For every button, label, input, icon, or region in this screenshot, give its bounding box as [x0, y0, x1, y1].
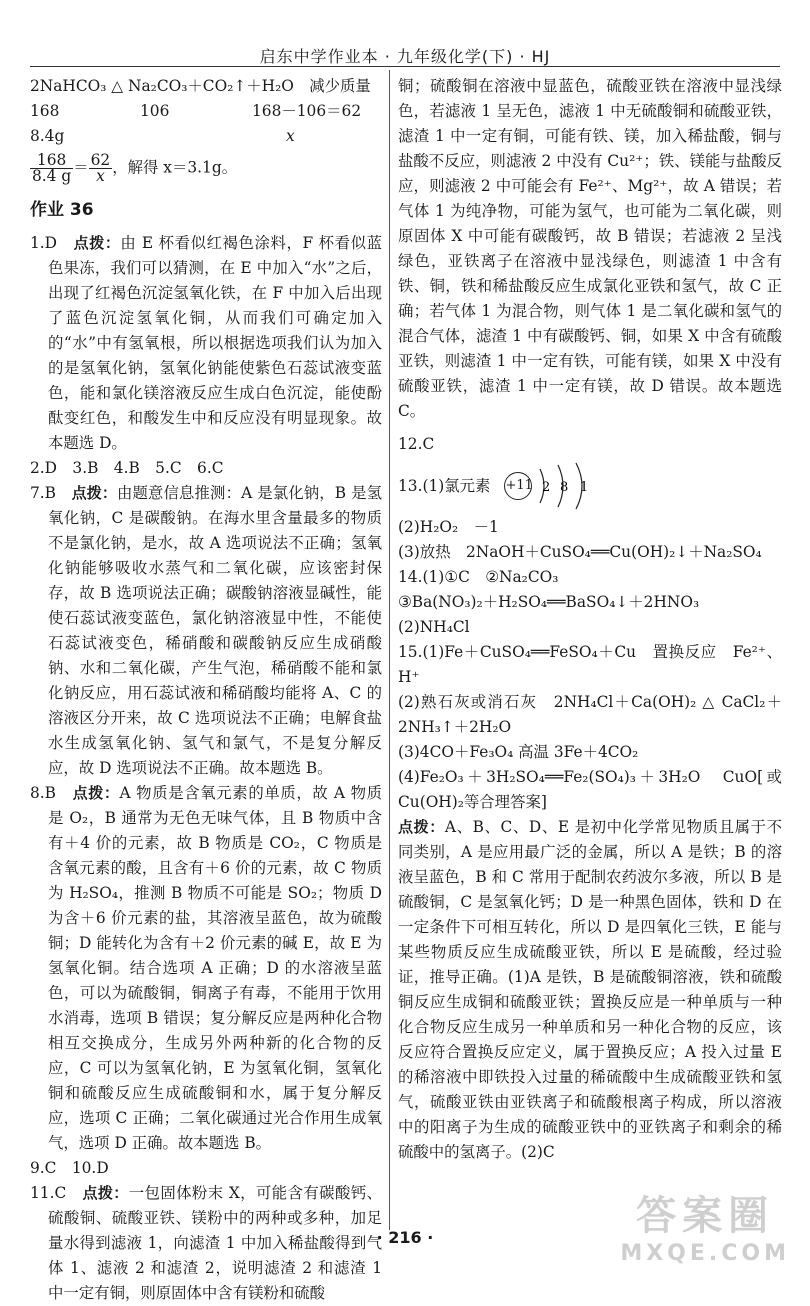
answer-8: 8.B 点拨：A 物质是含氧元素的单质，故 A 物质是 O₂，B 通常为无色无味气体，且 B 物质中含有＋4 价的元素，故 B 物质是 CO₂，C 物质是含氧元素的酸，且含有＋6 价的元素，故 C 物质为 H₂SO₄，推测 B 物质不可能是 SO₂；物质 D 为含＋6 价元素的盐，其溶液呈蓝色，故为硫酸铜；D 能转化为含有＋2 价元素的碱 E，故 E 为氢氧化铜。结合选项 A 正确；D 的水溶液呈蓝色，可以为硫酸铜，铜离子有毒，不能用于饮用水消毒，选项 B 错误；复分解反应是两种化合物相互交换成分，生成另外两种新的化合物的反应，C 可以为氢氧化钠，E 为氢氧化铜，氢氧化铜和硫酸反应生成硫酸铜和水，属于复分解反应，选项 C 正确；二氧化碳通过光合作用生成氧气，选项 D 正确。故本题选 B。 — [30, 784, 382, 1152]
answer-7: 7.B 点拨：由题意信息推测：A 是氯化钠，B 是氢氧化钠，C 是碳酸钠。在海水里含量最多的物质不是氯化钠，是水，故 A 选项说法不正确；氢氧化钠能够吸收水蒸气和二氧化碳，应该密封保存，故 B 选项说法正确；碳酸钠溶液显碱性，能使石蕊试液变蓝色，氯化钠溶液显中性，不能使石蕊试液变色，稀硝酸和碳酸钠反应生成硝酸钠、水和二氧化碳，产生气泡，稀硝酸不能和氯化钠反应，用石蕊试液和稀硝酸均能将 A、C 的溶液区分开来，故 C 选项说法不正确；电解食盐水生成氢氧化钠、氢气和氯气，不是复分解反应，故 D 选项说法不正确。故本题选 B。 — [30, 484, 382, 777]
shell-count-2: 8 — [560, 480, 569, 495]
answer-11: 11.C 点拨：一包固体粉末 X，可能含有碳酸钙、硫酸铜、硫酸亚铁、镁粉中的两种或多种，加足量水得到滤液 1，向滤渣 1 中加入稀盐酸得到气体 1、滤液 2 和滤渣 2，说明滤渣 2 和滤渣 1 中一定有铜，则原固体中含有镁粉和硫酸 — [30, 1184, 382, 1302]
answer-2-6: 2.D 3.B 4.B 5.C 6.C — [30, 459, 224, 477]
section-title: 作业 36 — [30, 200, 94, 220]
fraction-right: $\frac{62}{x}$ — [90, 151, 111, 185]
header-rule — [30, 66, 780, 67]
answer-11-continued: 铜；硫酸铜在溶液中显蓝色，硫酸亚铁在溶液中显浅绿色，若滤液 1 呈无色，滤液 1 中无硫酸铜和硫酸亚铁，滤渣 1 中一定有铜，可能有铁、镁，加入稀盐酸，铜与盐酸不反应，则滤液 2 中没有 Cu²⁺；铁、镁能与盐酸反应，则滤液 2 中可能会有 Fe²⁺、Mg²⁺，故 A 错误；若气体 1 为纯净物，可能为氢气，也可能为二氧化碳，则原固体 X 中可能有碳酸钙，故 B 错误；若滤液 2 呈浅绿色，亚铁离子在溶液中显浅绿色，则滤渣 1 中含有铁、铜，铁和稀盐酸反应生成氯化亚铁和氢气，故 C 正确；若气体 1 为混合物，则气体 1 是二氧化碳和氢气的混合气体，滤渣 1 中有碳酸钙、铜，如果 X 中含有硫酸亚铁，则滤渣 1 中一定有铁，可能有镁，如果 X 中没有硫酸亚铁，滤渣 1 中一定有镁，故 D 错误。故本题选 C。 — [398, 77, 782, 420]
answer-13-3: (3)放热 2NaOH＋CuSO₄══Cu(OH)₂↓＋Na₂SO₄ — [398, 543, 762, 561]
answer-13-atom-diagram: 13.(1)氯元素 +11 2 8 1 — [398, 461, 782, 511]
answer-9-10: 9.C 10.D — [30, 1159, 109, 1177]
calc-row-1: 168 106 168－106＝62 — [30, 102, 362, 120]
answer-15-explanation: 点拨：A、B、C、D、E 是初中化学常见物质且属于不同类别，A 是应用最广泛的金属，所以 A 是铁；B 的溶液呈蓝色，B 和 C 常用于配制农药波尔多液，所以 B 是硫酸铜，C 是氢氧化钙；D 是一种黑色固体，铁和 D 在一定条件下可相互转化，所以 D 是四氧化三铁，E 能与某些物质反应生成硫酸亚铁，所以 E 是硫酸，经过验证，推导正确。(1)A 是铁，B 是硫酸铜溶液，铁和硫酸铜反应生成铜和硫酸亚铁；置换反应是一种单质与一种化合物反应生成另一种单质和另一种化合物的反应，该反应符合置换反应定义，属于置换反应；A 投入过量 E 的稀溶液中即铁投入过量的稀硫酸中生成硫酸亚铁和氢气，硫酸亚铁由亚铁离子和硫酸根离子构成，所以溶液中的阳离子为生成的硫酸亚铁中的亚铁离子和剩余的稀硫酸中的氢离子。(2)C — [398, 818, 782, 1161]
answer-12: 12.C — [398, 435, 435, 453]
answer-15-4: (4)Fe₂O₃＋3H₂SO₄══Fe₂(SO₄)₃＋3H₂O CuO[或 Cu(OH)₂等合理答案] — [398, 768, 782, 811]
column-divider — [389, 70, 390, 1230]
answer-14-3: ③Ba(NO₃)₂＋H₂SO₄══BaSO₄↓＋2HNO₃ — [398, 593, 700, 611]
fraction-left: $\frac{168}{8.4 g}$ — [32, 151, 72, 185]
answer-15-2: (2)熟石灰或消石灰 2NH₄Cl＋Ca(OH)₂ △ CaCl₂＋2NH₃↑＋2H₂O — [398, 693, 782, 736]
watermark-logo: 答案圈 MXQE.COM — [620, 1193, 790, 1266]
calc-row-2: 8.4g x — [30, 127, 295, 145]
page-number: · 216 · — [376, 1228, 434, 1247]
answer-14-2: (2)NH₄Cl — [398, 618, 470, 636]
answer-14-1: 14.(1)①C ②Na₂CO₃ — [398, 568, 559, 586]
chemical-equation: 2NaHCO₃ △ Na₂CO₃＋CO₂↑＋H₂O 减少质量 — [30, 77, 371, 95]
proportion-solution: $\frac{168}{8.4 g}$ ＝ $\frac{62}{x}$ ，解得 x＝3.1g。 — [32, 151, 238, 185]
left-column — [30, 74, 382, 1306]
right-column — [398, 74, 782, 1165]
running-header: 启东中学作业本 · 九年级化学(下) · HJ — [259, 47, 551, 66]
shell-count-3: 1 — [580, 480, 589, 495]
electron-shells-icon — [532, 461, 602, 511]
nucleus-icon: +11 — [504, 472, 532, 500]
answer-1: 1.D 点拨：由 E 杯看似红褐色涂料，F 杯看似蓝色果冻，我们可以猜测，在 E 中加入“水”之后，出现了红褐色沉淀氢氧化铁，在 F 中加入后出现了蓝色沉淀氢氧化铜，从而我们可确定加入的“水”中有氢氧根，所以根据选项我们认为加入的是氢氧化钠，氢氧化钠能使紫色石蕊试液变蓝色，能和氯化镁溶液反应生成白色沉淀，能使酚酞变红色，和酸发生中和反应没有明显现象。故本题选 D。 — [30, 234, 382, 452]
answer-15-3: (3)4CO＋Fe₃O₄ 高温 3Fe＋4CO₂ — [398, 743, 639, 761]
answer-15-1: 15.(1)Fe＋CuSO₄══FeSO₄＋Cu 置换反应 Fe²⁺、H⁺ — [398, 643, 782, 686]
answer-13-2: (2)H₂O₂ －1 — [398, 518, 499, 536]
shell-count-1: 2 — [542, 480, 551, 495]
